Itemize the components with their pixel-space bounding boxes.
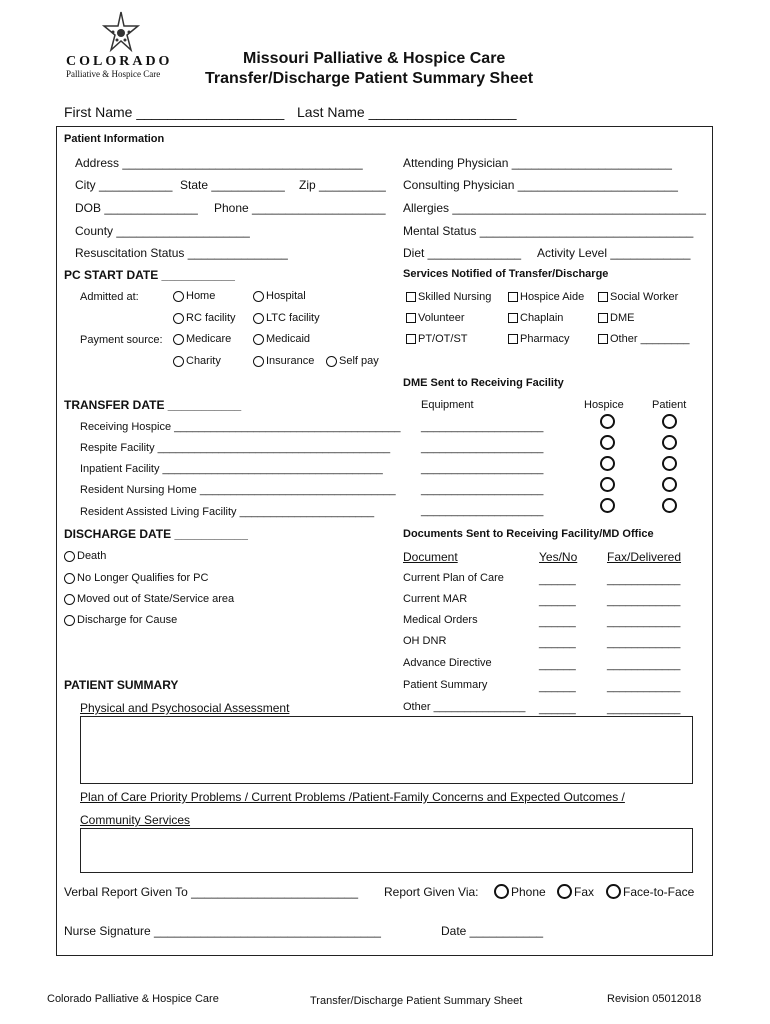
via-face-to-face-option[interactable]: Face-to-Face	[606, 884, 694, 899]
pc-start-date-field[interactable]: PC START DATE ___________	[64, 268, 235, 282]
nurse-signature-field[interactable]: Nurse Signature __________________________________	[64, 924, 381, 938]
chaplain-checkbox[interactable]: Chaplain	[508, 312, 563, 324]
zip-field[interactable]: Zip __________	[299, 178, 386, 192]
address-field[interactable]: Address ____________________________________	[75, 156, 363, 170]
pharmacy-checkbox[interactable]: Pharmacy	[508, 333, 570, 345]
yesno-field[interactable]: ______	[539, 574, 576, 586]
discharge-date-field[interactable]: DISCHARGE DATE ___________	[64, 527, 248, 541]
fax-field[interactable]: ____________	[607, 681, 681, 693]
report-given-via-label: Report Given Via:	[384, 885, 479, 899]
document-label: OH DNR	[403, 635, 447, 647]
footer-org: Colorado Palliative & Hospice Care	[47, 993, 219, 1005]
resuscitation-status-field[interactable]: Resuscitation Status _______________	[75, 246, 288, 260]
plan-of-care-textarea[interactable]	[80, 828, 693, 873]
dme-hospice-radio[interactable]	[600, 477, 615, 492]
logo-name: COLORADO	[66, 54, 173, 69]
fax-field[interactable]: ____________	[607, 659, 681, 671]
footer-title: Transfer/Discharge Patient Summary Sheet	[310, 995, 523, 1007]
other-service-checkbox[interactable]: Other ________	[598, 333, 690, 345]
radio-icon[interactable]	[253, 356, 264, 367]
document-label: Patient Summary	[403, 679, 488, 691]
self-pay-option[interactable]: Self pay	[326, 355, 379, 367]
via-fax-option[interactable]: Fax	[557, 884, 594, 899]
consulting-physician-field[interactable]: Consulting Physician ________________________	[403, 178, 678, 192]
logo-star-icon	[100, 10, 142, 60]
document-label: Current MAR	[403, 593, 468, 605]
medicaid-option[interactable]: Medicaid	[253, 333, 310, 345]
hospice-col-header: Hospice	[584, 399, 624, 411]
mental-status-field[interactable]: Mental Status ________________________________	[403, 224, 694, 238]
insurance-option[interactable]: Insurance	[253, 355, 314, 367]
dme-equipment-field[interactable]: ____________________	[421, 484, 544, 496]
patient-info-heading: Patient Information	[64, 133, 165, 145]
dme-hospice-radio[interactable]	[600, 435, 615, 450]
dme-patient-radio[interactable]	[662, 498, 677, 513]
social-worker-checkbox[interactable]: Social Worker	[598, 291, 678, 303]
discharge-for-cause-option[interactable]: Discharge for Cause	[64, 614, 177, 626]
checkbox-icon[interactable]	[406, 313, 416, 323]
checkbox-icon[interactable]	[406, 334, 416, 344]
via-phone-option[interactable]: Phone	[494, 884, 546, 899]
dme-equipment-field[interactable]: ____________________	[421, 421, 544, 433]
skilled-nursing-checkbox[interactable]: Skilled Nursing	[406, 291, 491, 303]
radio-icon[interactable]	[64, 615, 75, 626]
fax-field[interactable]: ____________	[607, 595, 681, 607]
radio-icon[interactable]	[253, 334, 264, 345]
checkbox-icon[interactable]	[598, 292, 608, 302]
yesno-field[interactable]: ______	[539, 703, 576, 715]
ltc-facility-option[interactable]: LTC facility	[253, 312, 320, 324]
checkbox-icon[interactable]	[508, 313, 518, 323]
charity-option[interactable]: Charity	[173, 355, 221, 367]
yesno-field[interactable]: ______	[539, 681, 576, 693]
radio-icon[interactable]	[173, 291, 184, 302]
receiving-hospice-field[interactable]: Receiving Hospice _____________________________________	[80, 421, 401, 433]
community-services-label: Community Services	[80, 813, 191, 827]
dme-checkbox[interactable]: DME	[598, 312, 634, 324]
fax-field[interactable]: ____________	[607, 616, 681, 628]
equipment-col-header: Equipment	[421, 399, 474, 411]
title-line-2: Transfer/Discharge Patient Summary Sheet	[205, 70, 534, 87]
dme-hospice-radio[interactable]	[600, 456, 615, 471]
document-other-field[interactable]: Other _______________	[403, 701, 526, 713]
patient-summary-heading: PATIENT SUMMARY	[64, 678, 179, 692]
radio-icon[interactable]	[173, 356, 184, 367]
ptotst-checkbox[interactable]: PT/OT/ST	[406, 333, 468, 345]
last-name-field[interactable]: Last Name ___________________	[297, 104, 517, 120]
hospital-option[interactable]: Hospital	[253, 290, 306, 302]
plan-of-care-label: Plan of Care Priority Problems / Current Problems /Patient-Family Concerns and Expected Outcomes /	[80, 790, 625, 804]
fax-field[interactable]: ____________	[607, 703, 681, 715]
admitted-at-label: Admitted at:	[80, 291, 139, 303]
checkbox-icon[interactable]	[598, 334, 608, 344]
checkbox-icon[interactable]	[508, 334, 518, 344]
checkbox-icon[interactable]	[508, 292, 518, 302]
fax-field[interactable]: ____________	[607, 574, 681, 586]
volunteer-checkbox[interactable]: Volunteer	[406, 312, 464, 324]
state-field[interactable]: State ___________	[180, 178, 285, 192]
attending-physician-field[interactable]: Attending Physician ________________________	[403, 156, 672, 170]
no-longer-qualifies-option[interactable]: No Longer Qualifies for PC	[64, 572, 208, 584]
radio-icon[interactable]	[606, 884, 621, 899]
document-label: Advance Directive	[403, 657, 492, 669]
first-name-field[interactable]: First Name ___________________	[64, 104, 285, 120]
patient-col-header: Patient	[652, 399, 687, 411]
respite-facility-field[interactable]: Respite Facility ______________________________________	[80, 442, 391, 454]
yesno-field[interactable]: ______	[539, 637, 576, 649]
transfer-date-field[interactable]: TRANSFER DATE ___________	[64, 398, 242, 412]
medicare-option[interactable]: Medicare	[173, 333, 231, 345]
checkbox-icon[interactable]	[598, 313, 608, 323]
radio-icon[interactable]	[326, 356, 337, 367]
yesno-col-header: Yes/No	[539, 550, 578, 564]
logo-sub: Palliative & Hospice Care	[66, 69, 161, 79]
dme-patient-radio[interactable]	[662, 477, 677, 492]
dme-patient-radio[interactable]	[662, 414, 677, 429]
rc-facility-option[interactable]: RC facility	[173, 312, 236, 324]
radio-icon[interactable]	[173, 334, 184, 345]
nursing-home-field[interactable]: Resident Nursing Home ________________________________	[80, 484, 396, 496]
phone-field[interactable]: Phone ____________________	[214, 201, 386, 215]
radio-icon[interactable]	[64, 551, 75, 562]
diet-field[interactable]: Diet ______________	[403, 246, 522, 260]
yesno-field[interactable]: ______	[539, 616, 576, 628]
dme-equipment-field[interactable]: ____________________	[421, 505, 544, 517]
yesno-field[interactable]: ______	[539, 659, 576, 671]
physical-assessment-label: Physical and Psychosocial Assessment	[80, 701, 290, 715]
dme-patient-radio[interactable]	[662, 435, 677, 450]
activity-level-field[interactable]: Activity Level ____________	[537, 246, 691, 260]
dme-patient-radio[interactable]	[662, 456, 677, 471]
payment-source-label: Payment source:	[80, 334, 163, 346]
document-col-header: Document	[403, 550, 458, 564]
footer-revision: Revision 05012018	[607, 993, 702, 1005]
death-option[interactable]: Death	[64, 550, 106, 562]
radio-icon[interactable]	[494, 884, 509, 899]
yesno-field[interactable]: ______	[539, 595, 576, 607]
dme-heading: DME Sent to Receiving Facility	[403, 377, 564, 389]
checkbox-icon[interactable]	[406, 292, 416, 302]
home-option[interactable]: Home	[173, 290, 215, 302]
fax-col-header: Fax/Delivered	[607, 550, 682, 564]
dme-equipment-field[interactable]: ____________________	[421, 442, 544, 454]
services-heading: Services Notified of Transfer/Discharge	[403, 268, 609, 280]
inpatient-facility-field[interactable]: Inpatient Facility ____________________________________	[80, 463, 383, 475]
dme-equipment-field[interactable]: ____________________	[421, 463, 544, 475]
documents-heading: Documents Sent to Receiving Facility/MD Office	[403, 528, 654, 540]
allergies-field[interactable]: Allergies ______________________________________	[403, 201, 706, 215]
hospice-aide-checkbox[interactable]: Hospice Aide	[508, 291, 584, 303]
fax-field[interactable]: ____________	[607, 637, 681, 649]
verbal-report-field[interactable]: Verbal Report Given To _________________________	[64, 885, 359, 899]
document-label: Current Plan of Care	[403, 572, 504, 584]
dob-field[interactable]: DOB ______________	[75, 201, 198, 215]
county-field[interactable]: County ____________________	[75, 224, 250, 238]
radio-icon[interactable]	[173, 313, 184, 324]
city-field[interactable]: City ___________	[75, 178, 173, 192]
radio-icon[interactable]	[253, 291, 264, 302]
moved-out-option[interactable]: Moved out of State/Service area	[64, 593, 234, 605]
assisted-living-field[interactable]: Resident Assisted Living Facility ______________________	[80, 506, 375, 518]
signature-date-field[interactable]: Date ___________	[441, 924, 544, 938]
dme-hospice-radio[interactable]	[600, 414, 615, 429]
radio-icon[interactable]	[64, 594, 75, 605]
dme-hospice-radio[interactable]	[600, 498, 615, 513]
document-label: Medical Orders	[403, 614, 478, 626]
physical-assessment-textarea[interactable]	[80, 716, 693, 784]
radio-icon[interactable]	[253, 313, 264, 324]
title-line-1: Missouri Palliative & Hospice Care	[243, 50, 506, 67]
radio-icon[interactable]	[64, 573, 75, 584]
radio-icon[interactable]	[557, 884, 572, 899]
